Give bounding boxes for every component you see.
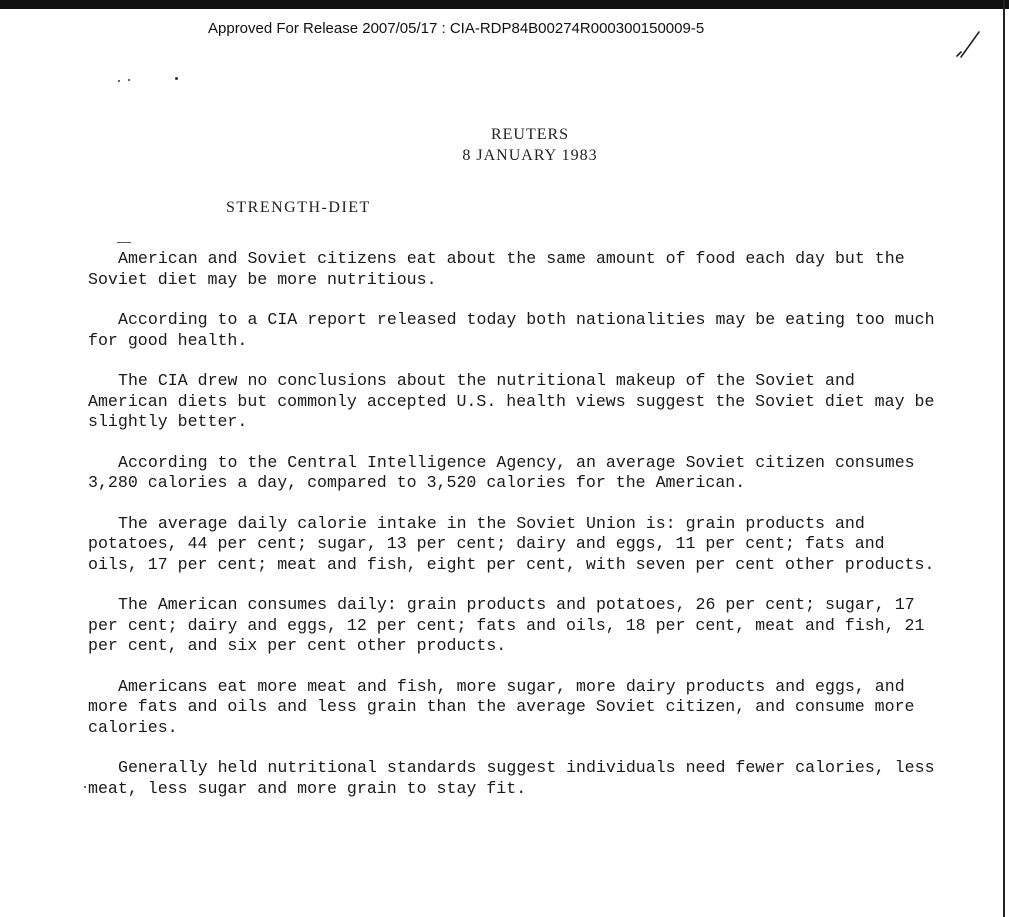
paragraph: The American consumes daily: grain products and potatoes, 26 per cent; sugar, 17 per cent; dairy and eggs, 12 per cent; fats and oils, 18 per cent, meat and fish, 21 per cent, and six per cent other products.	[88, 595, 925, 655]
paragraph: According to the Central Intelligence Agency, an average Soviet citizen consumes 3,280 calories a day, compared to 3,520 calories for the American.	[88, 452, 915, 492]
scan-speck	[84, 786, 86, 788]
scan-speck	[175, 77, 178, 80]
right-border-rule	[1003, 0, 1005, 917]
scan-speck	[118, 80, 120, 82]
article-body	[88, 249, 938, 819]
top-border-rule	[0, 0, 1009, 9]
paragraph: According to a CIA report released today both nationalities may be eating too much for good health.	[88, 310, 935, 350]
source-block	[430, 124, 630, 166]
paragraph: Generally held nutritional standards suggest individuals need fewer calories, less meat, less sugar and more grain to stay fit.	[88, 758, 935, 798]
release-header: Approved For Release 2007/05/17 : CIA-RDP84B00274R000300150009-5	[208, 20, 705, 37]
scan-speck	[128, 79, 130, 81]
story-slug: STRENGTH-DIET	[226, 199, 371, 216]
source-agency: REUTERS	[490, 126, 570, 143]
paragraph: American and Soviet citizens eat about the same amount of food each day but the Soviet diet may be more nutritious.	[88, 249, 905, 289]
scan-speck	[117, 242, 131, 243]
checkmark-icon	[953, 28, 983, 62]
paragraph: Americans eat more meat and fish, more sugar, more dairy products and eggs, and more fats and oils and less grain than the average Soviet citizen, and consume more calories.	[88, 676, 915, 737]
paragraph: The CIA drew no conclusions about the nutritional makeup of the Soviet and American diets but commonly accepted U.S. health views suggest the Soviet diet may be slightly better.	[88, 371, 935, 431]
source-date: 8 JANUARY 1983	[462, 147, 598, 164]
paragraph: The average daily calorie intake in the Soviet Union is: grain products and potatoes, 44 per cent; sugar, 13 per cent; dairy and eggs, 11 per cent; fats and oils, 17 per cent; meat and fish, eight per cent, with seven per cent other products.	[88, 513, 935, 574]
